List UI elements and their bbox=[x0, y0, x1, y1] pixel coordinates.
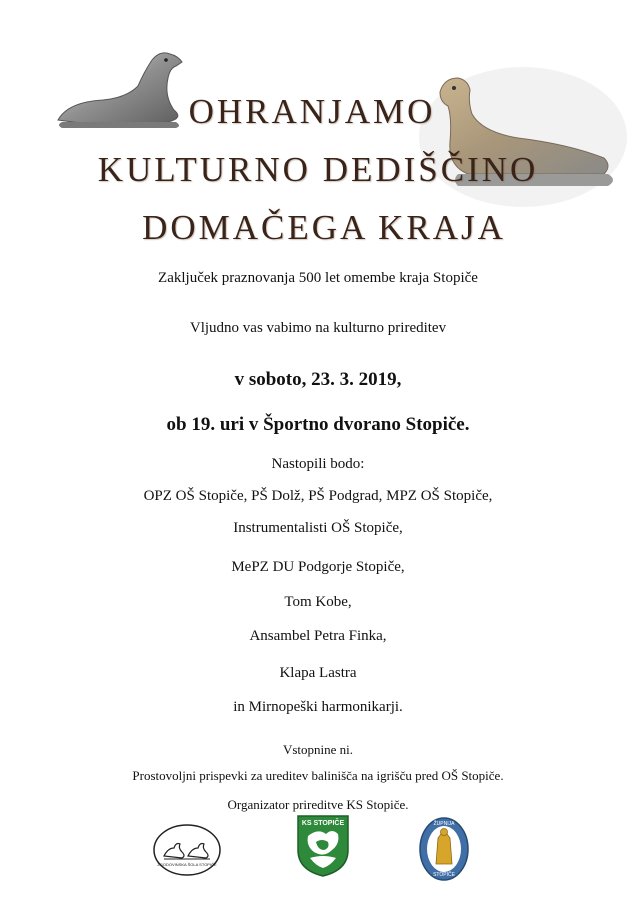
parish-logo-text-top: ŽUPNIJA bbox=[433, 821, 455, 827]
historical-society-logo-text: ZGODOVINSKA ŠOLA STOPIČE bbox=[157, 862, 217, 867]
ks-logo-text: KS STOPIČE bbox=[301, 820, 345, 827]
historical-society-logo bbox=[152, 822, 222, 878]
donations-note: Prostovoljni prispevki za ureditev balinišča na igrišču pred OŠ Stopiče. bbox=[132, 768, 504, 783]
performer-item: Instrumentalisti OŠ Stopiče, bbox=[233, 520, 403, 536]
performer-item: Tom Kobe, bbox=[284, 594, 352, 610]
parish-stopice-logo bbox=[418, 816, 470, 882]
title-line-3: DOMAČEGA KRAJA bbox=[142, 208, 506, 247]
performer-item: Klapa Lastra bbox=[279, 665, 357, 681]
entry-note: Vstopnine ni. bbox=[282, 742, 354, 757]
event-time-place: ob 19. uri v Športno dvorano Stopiče. bbox=[166, 414, 470, 435]
organizer-note: Organizator prireditve KS Stopiče. bbox=[227, 797, 409, 812]
invitation-text: Vljudno vas vabimo na kulturno prireditev bbox=[189, 320, 447, 336]
ks-stopice-logo bbox=[296, 814, 350, 878]
subtitle: Zaključek praznovanja 500 let omembe kraja Stopiče bbox=[158, 270, 478, 286]
event-date: v soboto, 23. 3. 2019, bbox=[234, 369, 402, 390]
title-line-2: KULTURNO DEDIŠČINO bbox=[97, 150, 539, 189]
performer-item: MePZ DU Podgorje Stopiče, bbox=[231, 559, 405, 575]
performer-item: OPZ OŠ Stopiče, PŠ Dolž, PŠ Podgrad, MPZ OŠ Stopiče, bbox=[143, 488, 493, 504]
parish-logo-text-bottom: STOPIČE bbox=[433, 872, 455, 878]
performer-item: in Mirnopeški harmonikarji. bbox=[233, 699, 403, 715]
performers-heading: Nastopili bodo: bbox=[271, 456, 365, 472]
performer-item: Ansambel Petra Finka, bbox=[249, 628, 387, 644]
title-line-1: OHRANJAMO bbox=[188, 92, 436, 131]
